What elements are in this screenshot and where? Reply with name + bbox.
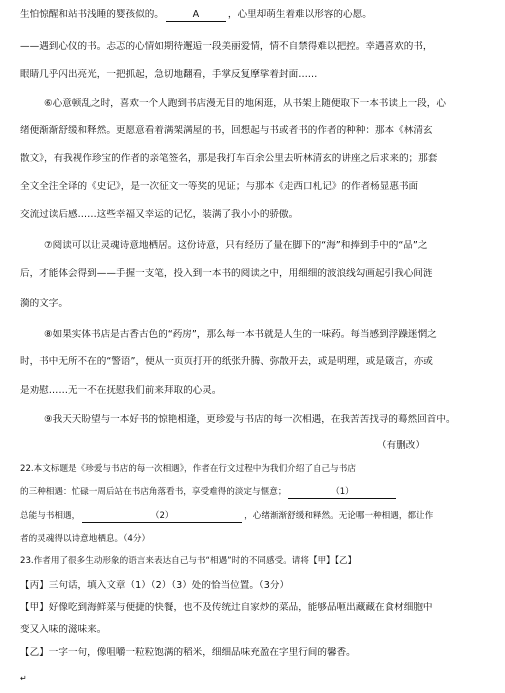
question-23-line-1: 23.作者用了很多生动形象的语言来表达自己与书“相遇”时的不同感受。请将【甲】【乙】 [20,556,357,566]
paragraph-6-line-4: 全文全注全译的《史记》，是一次征文一等奖的见证；与那本《走西口札记》的作者杨显惠书面 [20,181,419,192]
option-yi-line: 【乙】一字一句，像咀嚼一粒粒饱满的稻米，细细品味充盈在字里行间的馨香。 [20,647,356,658]
question-22-line-1: 22.本文标题是《珍爱与书店的每一次相遇》，作者在行文过程中为我们介绍了自己与书店 [20,464,356,474]
paragraph-7-line-2: 后，才能体会得到——手握一支笔，投入到一本书的阅读之中，用细细的波浪线勾画起引我心间涟 [20,268,433,279]
paragraph-line-2: ——遇到心仪的书。忐忑的心情如期待邂逅一段美丽爱情，情不自禁得难以把控。幸遇喜欢的书， [20,41,433,52]
paragraph-6-line-3: 散文》，有我视作珍宝的作者的亲笔签名，那是我打车百余公里去听林清玄的讲座之后求来的；那套 [20,153,438,164]
answer-blank-a: A [166,9,226,22]
answer-blank-2: （2） [82,510,242,523]
paragraph-mark: ↵ [20,674,27,683]
option-jia-line-1: 【甲】好像吃到海鲜菜与便捷的快餐，也不及传统辻自家炒的菜品，能够品咂出藏藏在食材细胞中 [20,602,433,613]
paragraph-8-line-1: ⑧如果实体书店是古香古色的“药房”，那么每一本书就是人生的一味药。每当感到浮躁迷惘之 [44,329,437,340]
paragraph-9-line-1: ⑨我天天盼望与一本好书的惊艳相逢，更珍爱与书店的每一次相遇，在我苦苦找寻的蓦然回首中。 [44,414,456,425]
source-note: （有删改） [377,440,425,451]
option-jia-line-2: 变又入味的滋味来。 [20,624,107,635]
paragraph-line-3: 眼睛几乎闪出亮光，一把抓起，急切地翻看，手掌反复摩挲着封面…… [20,69,318,80]
paragraph-7-line-1: ⑦阅读可以让灵魂诗意地栖居。这份诗意，只有经历了量在脚下的“海”和捧到手中的“品”之 [44,240,428,251]
question-23-line-2: 【丙】三句话，填入文章（1）（2）（3）处的恰当位置。（3分） [20,580,290,591]
paragraph-line-1: 生怕惊醒和站书浅睡的婴孩似的。 A ，心里却萌生着难以形容的心愿。 [20,9,372,20]
answer-blank-1: （1） [288,486,396,499]
question-22-line-2: 的三种相遇：忙碌一周后站在书店角落看书，享受难得的淡定与惬意； （1） [20,486,491,499]
paragraph-8-line-2: 时，书中无所不在的“警语”，便从一页页打开的纸张升腾、弥散开去，或是明理，或是箴言，亦或 [20,356,433,367]
paragraph-6-line-1: ⑥心意顿乱之时，喜欢一个人跑到书店漫无目的地闲逛，从书架上随便取下一本书读上一段，心 [44,98,446,109]
paragraph-8-line-3: 是劝慰……无一不在抚慰我们前来拜取的心灵。 [20,385,222,396]
question-22-line-3: 总能与书相遇， （2） ，心绪渐渐舒缓和释然。无论哪一种相遇，都让作 [20,511,434,521]
paragraph-6-line-2: 绪便渐渐舒缓和释然。更愿意看着满架满屋的书，回想起与书或者书的作者的种种：那本《林清玄 [20,125,433,136]
paragraph-6-line-5: 交流过读后感……这些幸福又幸运的记忆，装满了我小小的骄傲。 [20,209,299,220]
paragraph-7-line-3: 漪的文字。 [20,298,68,309]
question-22-line-4: 者的灵魂得以诗意地栖息。（4分） [20,534,151,544]
